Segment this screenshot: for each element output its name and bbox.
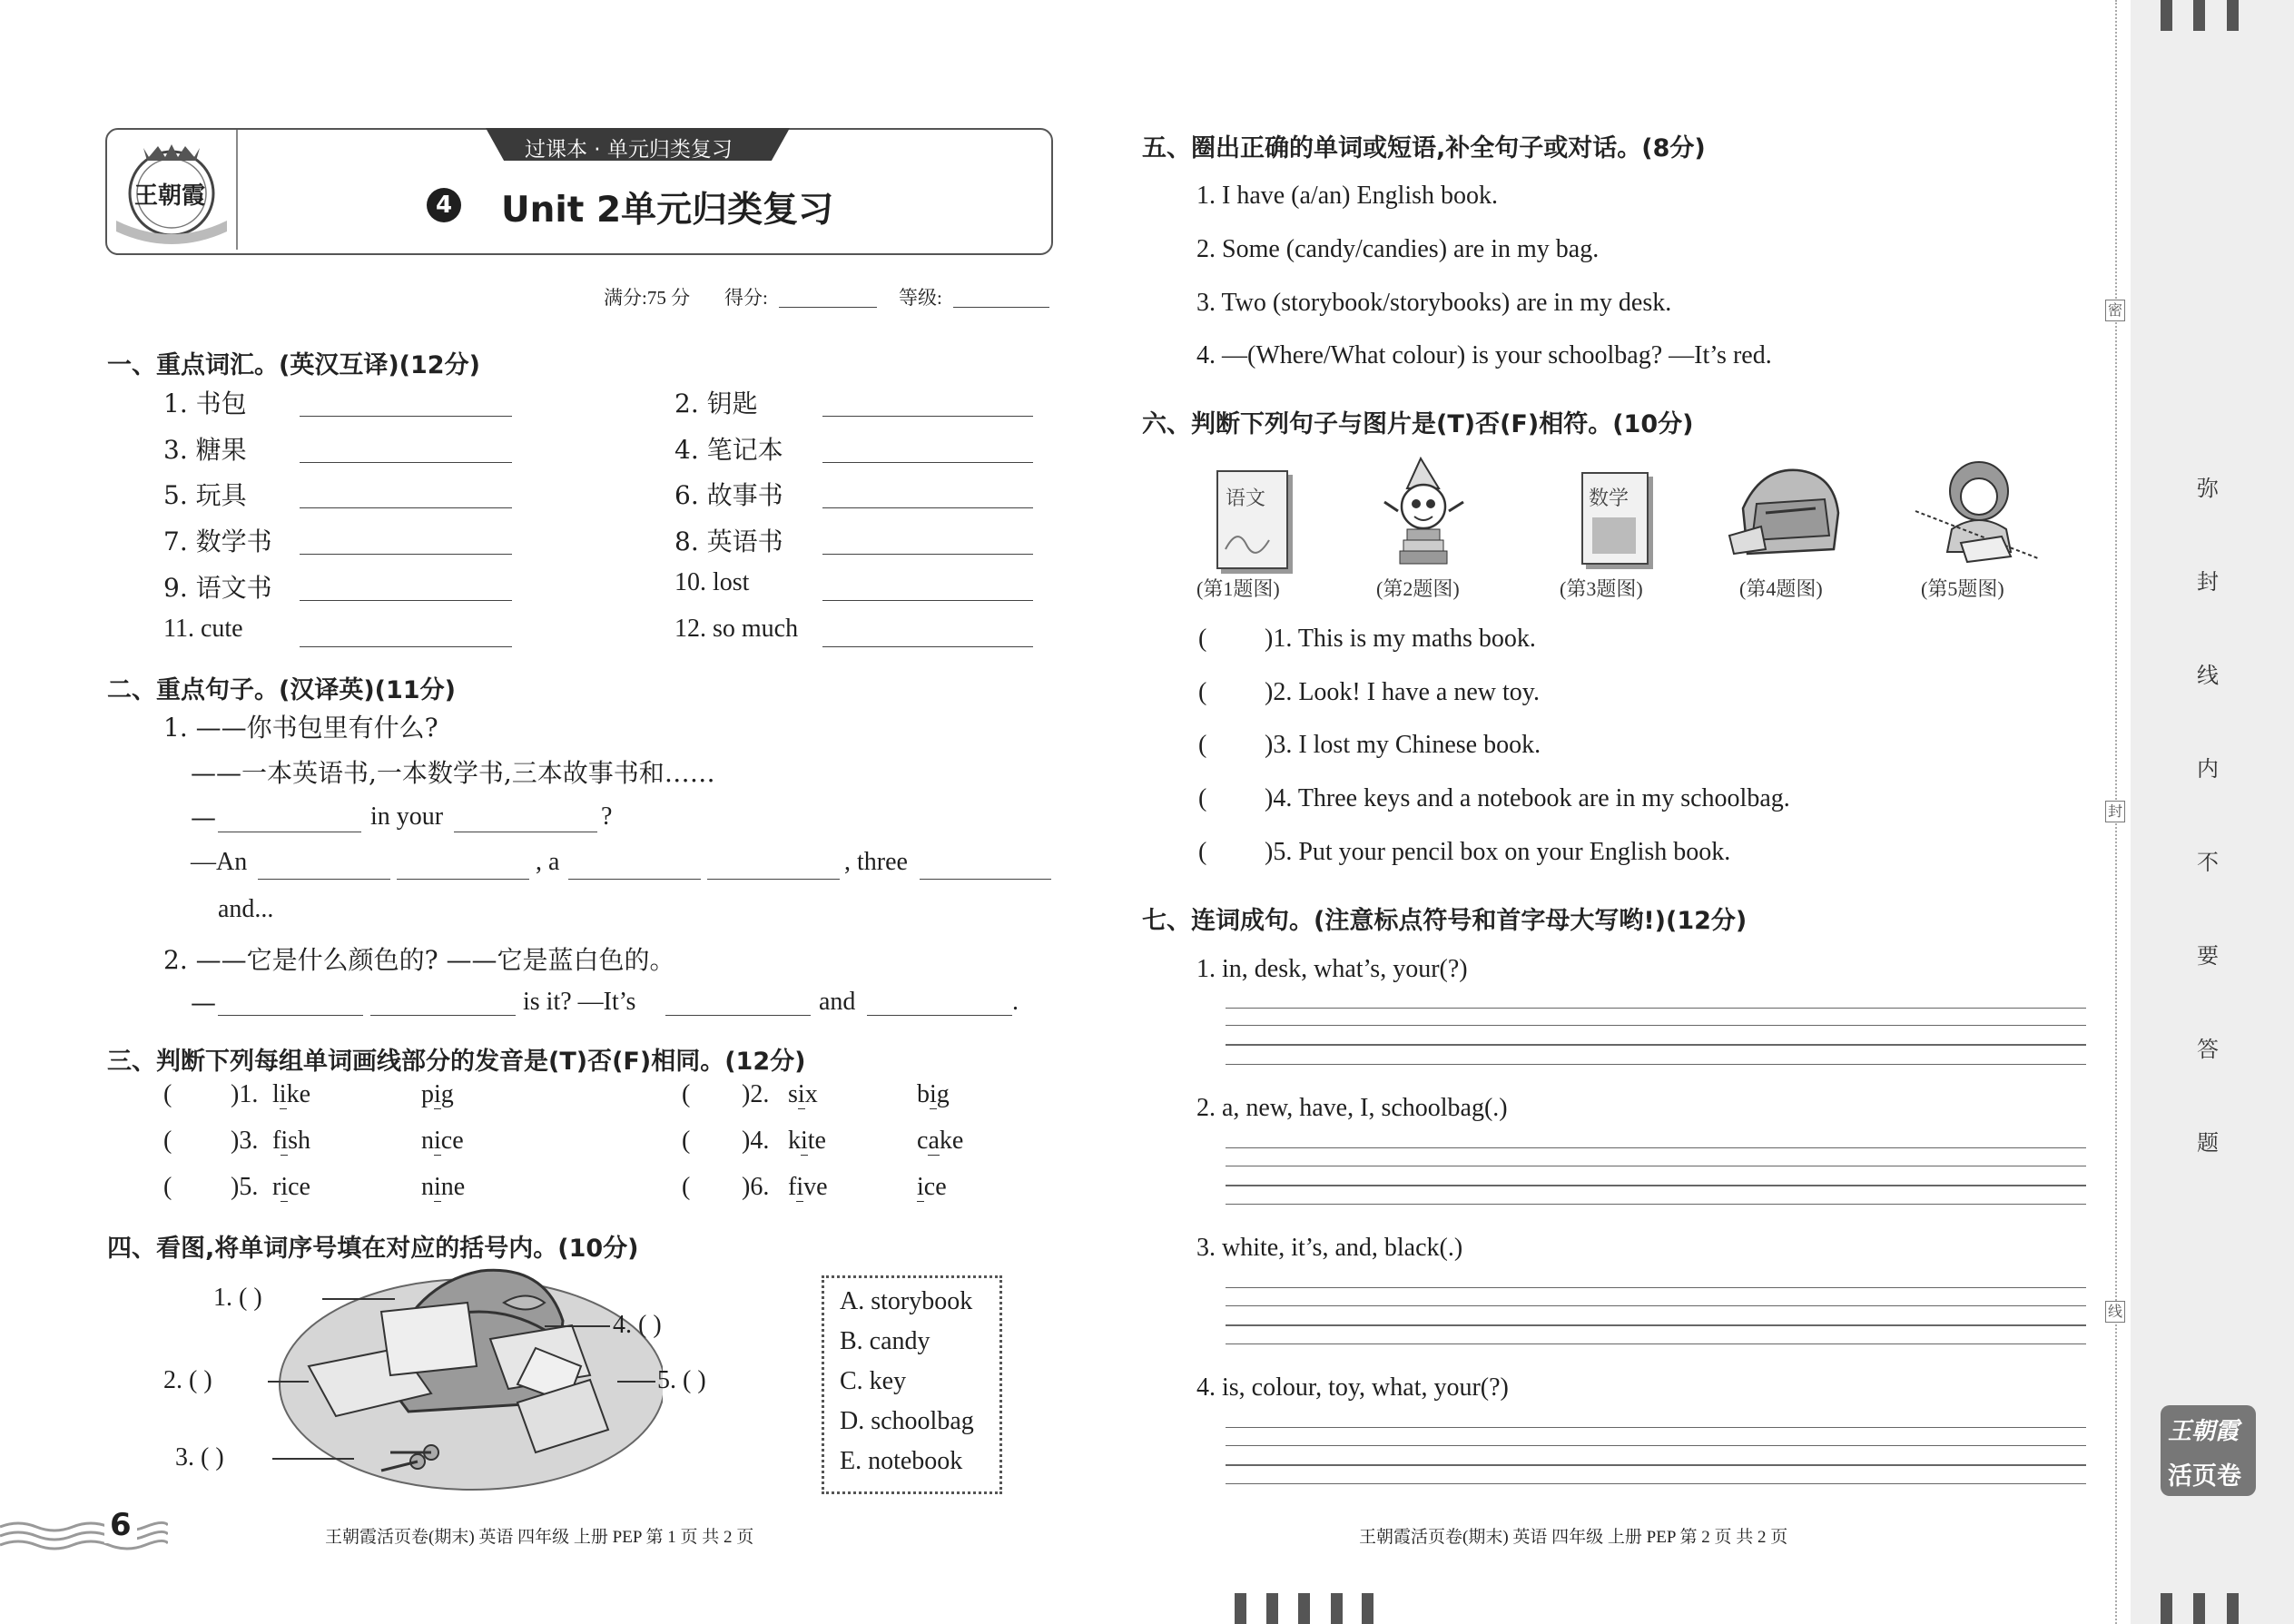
word-part: ce [440,1127,464,1155]
word-part: r [272,1173,281,1201]
vocab-blank[interactable] [822,462,1033,463]
word-part: ke [939,1127,964,1155]
score-label: 得分: [724,287,768,309]
grade-blank[interactable] [953,307,1049,308]
brand-badge [2161,1405,2256,1496]
word-part: n [421,1173,434,1201]
writing-line[interactable] [1226,1025,2086,1026]
s2-q1-zh-a: 1. ——你书包里有什么? [163,713,438,743]
answer-blank[interactable] [920,879,1051,880]
word [917,1127,963,1156]
page-wave-decoration [0,1516,168,1552]
logo [107,130,238,250]
binding-sidebar [2131,0,2294,1624]
picture-label-3[interactable]: 3. ( ) [175,1443,224,1471]
vocab-item: 10. lost [674,568,750,596]
word [917,1080,950,1109]
item-number: )6. [742,1173,770,1201]
word [788,1173,828,1202]
word-part: ve [803,1173,828,1201]
word [272,1173,310,1202]
binding-mark [1362,1593,1373,1624]
word-part: ne [440,1173,466,1201]
picture-caption: (第5题图) [1921,577,2004,600]
word [421,1127,464,1156]
s2-q1-an: —An [191,848,248,876]
answer-paren[interactable]: ( [1198,838,1207,866]
logo-text: 王朝霞 [134,182,206,210]
word [421,1173,465,1202]
writing-line[interactable] [1226,1044,2086,1046]
pointer-line [545,1325,610,1327]
picture-chinese-book [1216,470,1288,569]
answer-blank[interactable] [397,879,529,880]
word-part: p [421,1080,434,1108]
pointer-line [268,1381,309,1383]
brand-top: 王朝霞 [2168,1418,2240,1445]
answer-paren[interactable]: ( [163,1127,172,1155]
s2-q1-zh-b: ——一本英语书,一本数学书,三本故事书和…… [191,758,715,788]
word-part: te [807,1127,826,1155]
answer-paren[interactable]: ( [682,1173,691,1201]
writing-line[interactable] [1226,1343,2086,1344]
underlined-letter: i [796,1173,804,1201]
s2-q1-qmark: ? [601,802,613,831]
s6-item: )3. I lost my Chinese book. [1265,731,1541,759]
option-item: D. schoolbag [840,1407,974,1435]
section-2-heading: 二、重点句子。(汉译英)(11分) [107,676,456,704]
underlined-letter: i [281,1173,289,1201]
vocab-item: 1. 书包 [163,389,247,418]
writing-line[interactable] [1226,1464,2086,1466]
section-3-heading: 三、判断下列每组单词画线部分的发音是(T)否(F)相同。(12分) [107,1048,806,1076]
picture-toy-clown [1380,457,1471,570]
word-part: c [917,1127,929,1155]
vocab-item: 2. 钥匙 [674,389,758,418]
header-badge-text: 过课本 · 单元归类复习 [525,138,733,162]
answer-blank[interactable] [867,1015,1012,1016]
s6-item: )4. Three keys and a notebook are in my schoolbag. [1265,784,1790,812]
sidebar-char: 不 [2197,850,2219,875]
sidebar-char: 封 [2197,569,2219,595]
s2-q2-zh: 2. ——它是什么颜色的? ——它是蓝白色的。 [163,945,675,975]
word-part: k [788,1127,801,1155]
word [272,1080,310,1109]
writing-line[interactable] [1226,1445,2086,1446]
pointer-line [617,1381,655,1383]
s6-item: )1. This is my maths book. [1265,625,1536,653]
writing-line[interactable] [1226,1305,2086,1306]
vocab-blank[interactable] [822,554,1033,555]
item-number: )5. [231,1173,259,1201]
footer-right: 王朝霞活页卷(期末) 英语 四年级 上册 PEP 第 2 页 共 2 页 [1359,1528,1788,1547]
brand-bottom: 活页卷 [2168,1462,2241,1491]
picture-caption: (第2题图) [1376,577,1460,600]
vocab-blank[interactable] [822,646,1033,647]
s2-q2-and: and [819,988,856,1016]
word-part: ke [286,1080,310,1108]
vocab-item: 6. 故事书 [674,480,783,510]
vocab-item: 5. 玩具 [163,480,247,510]
page-title: Unit 2单元归类复习 [501,190,834,231]
page-number: 6 [104,1507,137,1543]
word [421,1080,454,1109]
underlined-letter: a [928,1127,940,1155]
book-label-maths: 数学 [1589,487,1629,510]
writing-line[interactable] [1226,1324,2086,1326]
answer-paren[interactable]: ( [1198,731,1207,759]
section-6-heading: 六、判断下列句子与图片是(T)否(F)相符。(10分) [1142,410,1694,438]
vocab-blank[interactable] [300,646,512,647]
s6-item: )5. Put your pencil box on your English book. [1265,838,1731,866]
vocab-blank[interactable] [822,416,1033,417]
answer-blank[interactable] [707,879,840,880]
footer-left: 王朝霞活页卷(期末) 英语 四年级 上册 PEP 第 1 页 共 2 页 [325,1528,754,1547]
s5-item: 3. Two (storybook/storybooks) are in my desk. [1196,289,1672,317]
item-number: )4. [742,1127,770,1155]
binding-mark [2161,0,2172,31]
word-part: b [917,1080,930,1108]
writing-line[interactable] [1226,1483,2086,1484]
writing-line[interactable] [1226,1008,2086,1009]
word-part: ce [923,1173,947,1201]
section-1-heading: 一、重点词汇。(英汉互译)(12分) [107,351,480,379]
answer-paren[interactable]: ( [1198,678,1207,706]
word-part: n [421,1127,434,1155]
word-part: l [272,1080,280,1108]
vocab-item: 9. 语文书 [163,573,272,603]
vocab-blank[interactable] [300,507,512,508]
section-7-heading: 七、连词成句。(注意标点符号和首字母大写哟!)(12分) [1142,907,1748,935]
picture-caption: (第4题图) [1739,577,1823,600]
answer-paren[interactable]: ( [1198,625,1207,653]
binding-mark [2227,1593,2239,1624]
word [788,1080,818,1109]
vocab-blank[interactable] [822,507,1033,508]
answer-blank[interactable] [665,1015,811,1016]
picture-caption: (第1题图) [1196,577,1280,600]
math-symbols-icon [1592,517,1636,554]
answer-blank[interactable] [568,879,701,880]
sidebar-char: 要 [2197,943,2219,969]
pointer-line [322,1298,395,1300]
vocab-item: 3. 糖果 [163,435,247,465]
underlined-letter: i [930,1080,937,1108]
s2-q2-end: . [1012,988,1019,1016]
binding-mark [1235,1593,1246,1624]
word-part: ce [288,1173,310,1201]
word [788,1127,826,1156]
word-part: sh [288,1127,311,1155]
s5-item: 2. Some (candy/candies) are in my bag. [1196,235,1600,263]
score-blank[interactable] [779,307,877,308]
answer-paren[interactable]: ( [163,1080,172,1108]
unit-number-circle [427,188,461,222]
vocab-blank[interactable] [300,416,512,417]
seal-box: 封 [2105,801,2125,822]
vocab-item: 4. 笔记本 [674,435,783,465]
option-item: C. key [840,1367,907,1395]
word-part: s [788,1080,798,1108]
item-number: )1. [231,1080,259,1108]
item-number: )3. [231,1127,259,1155]
item-number: )2. [742,1080,770,1108]
underlined-letter: i [281,1127,289,1155]
s7-item: 3. white, it’s, and, black(.) [1196,1234,1463,1262]
binding-mark [2227,0,2239,31]
seal-box: 线 [2105,1301,2125,1323]
word [272,1127,310,1156]
section-5-heading: 五、圈出正确的单词或短语,补全句子或对话。(8分) [1142,134,1706,162]
seal-box: 密 [2105,300,2125,321]
book-label-chinese: 语文 [1226,487,1266,510]
sidebar-char: 内 [2197,756,2219,782]
underlined-letter: i [797,1080,805,1108]
underlined-letter: i [801,1127,808,1155]
vocab-blank[interactable] [300,554,512,555]
binding-mark [1266,1593,1278,1624]
picture-maths-book [1581,472,1649,565]
s5-item: 4. —(Where/What colour) is your schoolbag? —It’s red. [1196,341,1772,369]
word [917,1173,947,1202]
vocab-blank[interactable] [300,600,512,601]
binding-mark [2161,1593,2172,1624]
vocab-item: 11. cute [163,615,243,643]
picture-label-2[interactable]: 2. ( ) [163,1366,212,1394]
s2-q2-isit: is it? —It’s [523,988,636,1016]
s5-item: 1. I have (a/an) English book. [1196,182,1499,210]
option-item: B. candy [840,1327,930,1355]
underlined-letter: i [434,1080,441,1108]
writing-line[interactable] [1226,1287,2086,1288]
s2-q1-a: , a [536,848,560,876]
underlined-letter: i [917,1173,924,1201]
vocab-item: 12. so much [674,615,799,643]
writing-line[interactable] [1226,1185,2086,1186]
word-part: x [804,1080,818,1108]
s2-q1-three: , three [844,848,908,876]
full-score: 满分:75 分 [604,287,691,309]
picture-label-1[interactable]: 1. ( ) [213,1284,262,1312]
word-part: g [440,1080,454,1108]
option-item: E. notebook [840,1447,963,1475]
writing-line[interactable] [1226,1147,2086,1148]
binding-mark [1331,1593,1343,1624]
answer-paren[interactable]: ( [682,1127,691,1155]
section-4-heading: 四、看图,将单词序号填在对应的括号内。(10分) [107,1235,639,1263]
sidebar-char: 线 [2197,663,2219,688]
answer-blank[interactable] [258,879,390,880]
s7-item: 4. is, colour, toy, what, your(?) [1196,1373,1509,1402]
underlined-letter: i [279,1080,287,1108]
s7-item: 1. in, desk, what’s, your(?) [1196,955,1468,983]
vocab-item: 8. 英语书 [674,527,783,556]
s2-q1-dash: — [191,802,216,832]
picture-label-4[interactable]: 4. ( ) [613,1311,662,1339]
answer-paren[interactable]: ( [682,1080,691,1108]
s6-item: )2. Look! I have a new toy. [1265,678,1540,706]
sidebar-char: 弥 [2197,476,2219,501]
word-part: g [936,1080,950,1108]
answer-blank[interactable] [218,1015,363,1016]
binding-mark [2193,0,2205,31]
unit-number: 4 [435,192,453,219]
picture-caption: (第3题图) [1560,577,1643,600]
option-item: A. storybook [840,1287,973,1315]
picture-girl-reading [1911,457,2043,566]
vocab-blank[interactable] [300,462,512,463]
vocab-blank[interactable] [822,600,1033,601]
binding-mark [2193,1593,2205,1624]
writing-line[interactable] [1226,1204,2086,1205]
word-part: f [788,1173,797,1201]
underlined-letter: i [434,1127,441,1155]
answer-paren[interactable]: ( [1198,784,1207,812]
writing-line[interactable] [1226,1064,2086,1065]
binding-mark [1298,1593,1310,1624]
vocab-item: 7. 数学书 [163,527,272,556]
grade-label: 等级: [899,287,942,309]
sidebar-char: 题 [2197,1130,2219,1156]
sidebar-char: 答 [2197,1037,2219,1062]
answer-paren[interactable]: ( [163,1173,172,1201]
pointer-line [272,1458,354,1460]
writing-line[interactable] [1226,1427,2086,1428]
picture-label-5[interactable]: 5. ( ) [657,1366,706,1394]
s2-q2-dash: — [191,988,216,1018]
underlined-letter: i [434,1173,441,1201]
word-part: f [272,1127,281,1155]
section-4-picture [272,1266,663,1498]
s2-q1-in-your: in your [370,802,444,831]
picture-schoolbag [1725,463,1852,563]
s7-item: 2. a, new, have, I, schoolbag(.) [1196,1094,1508,1122]
answer-blank[interactable] [370,1015,516,1016]
s2-q1-and: and... [218,895,274,923]
